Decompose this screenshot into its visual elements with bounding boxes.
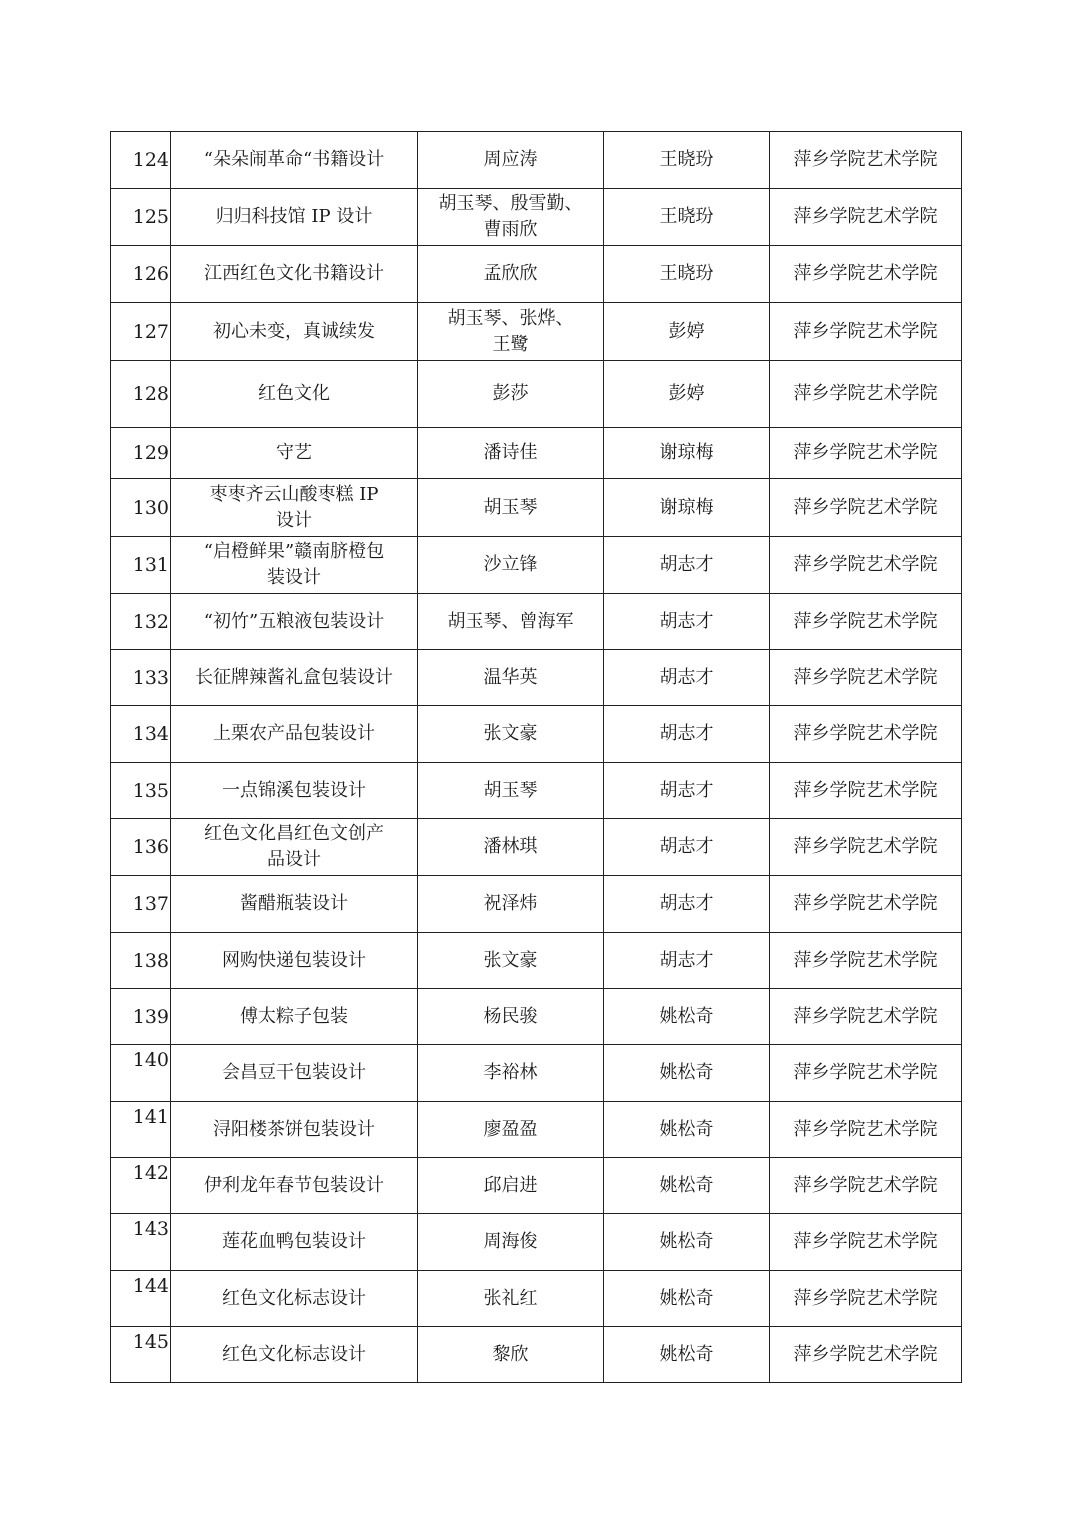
award-list-table — [110, 131, 962, 1383]
advisor-name: 姚松奇 — [604, 1327, 770, 1383]
advisor-name: 彭婷 — [604, 361, 770, 428]
author-names: 温华英 — [418, 650, 604, 706]
work-title: 江西红色文化书籍设计 — [171, 246, 418, 303]
author-names: 张文豪 — [418, 706, 604, 763]
work-title: “初竹”五粮液包装设计 — [171, 594, 418, 650]
school-name: 萍乡学院艺术学院 — [770, 1045, 962, 1102]
author-names: 胡玉琴 — [418, 479, 604, 537]
row-number: 137 — [111, 876, 171, 933]
school-name: 萍乡学院艺术学院 — [770, 428, 962, 479]
school-name: 萍乡学院艺术学院 — [770, 1327, 962, 1383]
table-row — [111, 706, 962, 763]
row-number: 138 — [111, 933, 171, 989]
table-row — [111, 763, 962, 819]
advisor-name: 王晓玢 — [604, 189, 770, 246]
school-name: 萍乡学院艺术学院 — [770, 303, 962, 361]
row-number: 139 — [111, 989, 171, 1045]
work-title: 归归科技馆 IP 设计 — [171, 189, 418, 246]
row-number: 141 — [111, 1102, 171, 1158]
advisor-name: 姚松奇 — [604, 1158, 770, 1214]
school-name: 萍乡学院艺术学院 — [770, 1271, 962, 1327]
row-number: 143 — [111, 1214, 171, 1271]
school-name: 萍乡学院艺术学院 — [770, 650, 962, 706]
school-name: 萍乡学院艺术学院 — [770, 479, 962, 537]
work-title: 伊利龙年春节包装设计 — [171, 1158, 418, 1214]
row-number: 142 — [111, 1158, 171, 1214]
row-number: 124 — [111, 132, 171, 189]
author-names: 潘诗佳 — [418, 428, 604, 479]
work-title: 枣枣齐云山酸枣糕 IP 设计 — [171, 479, 418, 537]
table-row — [111, 1214, 962, 1271]
advisor-name: 彭婷 — [604, 303, 770, 361]
table-row — [111, 1158, 962, 1214]
table-row — [111, 876, 962, 933]
advisor-name: 谢琼梅 — [604, 428, 770, 479]
work-title: 浔阳楼茶饼包装设计 — [171, 1102, 418, 1158]
advisor-name: 胡志才 — [604, 876, 770, 933]
table-row — [111, 303, 962, 361]
author-names: 胡玉琴 — [418, 763, 604, 819]
school-name: 萍乡学院艺术学院 — [770, 537, 962, 594]
advisor-name: 姚松奇 — [604, 1271, 770, 1327]
author-names: 廖盈盈 — [418, 1102, 604, 1158]
table-row — [111, 1271, 962, 1327]
author-names: 潘林琪 — [418, 819, 604, 876]
advisor-name: 胡志才 — [604, 650, 770, 706]
work-title: “启橙鲜果”赣南脐橙包装设计 — [171, 537, 418, 594]
table-row — [111, 933, 962, 989]
school-name: 萍乡学院艺术学院 — [770, 361, 962, 428]
school-name: 萍乡学院艺术学院 — [770, 933, 962, 989]
table-row — [111, 1102, 962, 1158]
table-row — [111, 1327, 962, 1383]
school-name: 萍乡学院艺术学院 — [770, 989, 962, 1045]
school-name: 萍乡学院艺术学院 — [770, 189, 962, 246]
row-number: 128 — [111, 361, 171, 428]
table-row — [111, 594, 962, 650]
advisor-name: 姚松奇 — [604, 1045, 770, 1102]
advisor-name: 姚松奇 — [604, 989, 770, 1045]
table-row — [111, 132, 962, 189]
school-name: 萍乡学院艺术学院 — [770, 246, 962, 303]
row-number: 136 — [111, 819, 171, 876]
work-title: 初心未变，真诚续发 — [171, 303, 418, 361]
row-number: 129 — [111, 428, 171, 479]
row-number: 134 — [111, 706, 171, 763]
school-name: 萍乡学院艺术学院 — [770, 1158, 962, 1214]
table-row — [111, 819, 962, 876]
row-number: 125 — [111, 189, 171, 246]
row-number: 126 — [111, 246, 171, 303]
row-number: 135 — [111, 763, 171, 819]
work-title: 上栗农产品包装设计 — [171, 706, 418, 763]
row-number: 127 — [111, 303, 171, 361]
author-names: 孟欣欣 — [418, 246, 604, 303]
author-names: 张文豪 — [418, 933, 604, 989]
row-number: 140 — [111, 1045, 171, 1102]
work-title: 莲花血鸭包装设计 — [171, 1214, 418, 1271]
author-names: 彭莎 — [418, 361, 604, 428]
table-row — [111, 189, 962, 246]
row-number: 145 — [111, 1327, 171, 1383]
advisor-name: 胡志才 — [604, 933, 770, 989]
advisor-name: 王晓玢 — [604, 246, 770, 303]
work-title: 红色文化标志设计 — [171, 1327, 418, 1383]
work-title: 会昌豆干包装设计 — [171, 1045, 418, 1102]
advisor-name: 谢琼梅 — [604, 479, 770, 537]
school-name: 萍乡学院艺术学院 — [770, 1214, 962, 1271]
advisor-name: 姚松奇 — [604, 1214, 770, 1271]
advisor-name: 胡志才 — [604, 537, 770, 594]
table-row — [111, 428, 962, 479]
author-names: 杨民骏 — [418, 989, 604, 1045]
award-list-body — [111, 132, 962, 1383]
author-names: 沙立锋 — [418, 537, 604, 594]
school-name: 萍乡学院艺术学院 — [770, 876, 962, 933]
advisor-name: 姚松奇 — [604, 1102, 770, 1158]
school-name: 萍乡学院艺术学院 — [770, 1102, 962, 1158]
work-title: 长征牌辣酱礼盒包装设计 — [171, 650, 418, 706]
school-name: 萍乡学院艺术学院 — [770, 819, 962, 876]
work-title: 傅太粽子包装 — [171, 989, 418, 1045]
table-row — [111, 537, 962, 594]
advisor-name: 胡志才 — [604, 594, 770, 650]
row-number: 130 — [111, 479, 171, 537]
school-name: 萍乡学院艺术学院 — [770, 594, 962, 650]
advisor-name: 王晓玢 — [604, 132, 770, 189]
table-row — [111, 989, 962, 1045]
author-names: 胡玉琴、张烨、王鹭 — [418, 303, 604, 361]
advisor-name: 胡志才 — [604, 706, 770, 763]
work-title: “朵朵闹革命“书籍设计 — [171, 132, 418, 189]
author-names: 李裕林 — [418, 1045, 604, 1102]
row-number: 131 — [111, 537, 171, 594]
author-names: 张礼红 — [418, 1271, 604, 1327]
work-title: 一点锦溪包装设计 — [171, 763, 418, 819]
author-names: 胡玉琴、殷雪勤、曹雨欣 — [418, 189, 604, 246]
advisor-name: 胡志才 — [604, 763, 770, 819]
author-names: 祝泽炜 — [418, 876, 604, 933]
advisor-name: 胡志才 — [604, 819, 770, 876]
work-title: 红色文化 — [171, 361, 418, 428]
work-title: 网购快递包装设计 — [171, 933, 418, 989]
work-title: 红色文化昌红色文创产品设计 — [171, 819, 418, 876]
author-names: 周海俊 — [418, 1214, 604, 1271]
author-names: 周应涛 — [418, 132, 604, 189]
table-row — [111, 246, 962, 303]
work-title: 红色文化标志设计 — [171, 1271, 418, 1327]
work-title: 守艺 — [171, 428, 418, 479]
work-title: 酱醋瓶装设计 — [171, 876, 418, 933]
table-row — [111, 361, 962, 428]
school-name: 萍乡学院艺术学院 — [770, 706, 962, 763]
author-names: 胡玉琴、曾海军 — [418, 594, 604, 650]
school-name: 萍乡学院艺术学院 — [770, 132, 962, 189]
table-row — [111, 1045, 962, 1102]
row-number: 132 — [111, 594, 171, 650]
row-number: 144 — [111, 1271, 171, 1327]
table-row — [111, 479, 962, 537]
table-row — [111, 650, 962, 706]
row-number: 133 — [111, 650, 171, 706]
author-names: 黎欣 — [418, 1327, 604, 1383]
author-names: 邱启进 — [418, 1158, 604, 1214]
school-name: 萍乡学院艺术学院 — [770, 763, 962, 819]
